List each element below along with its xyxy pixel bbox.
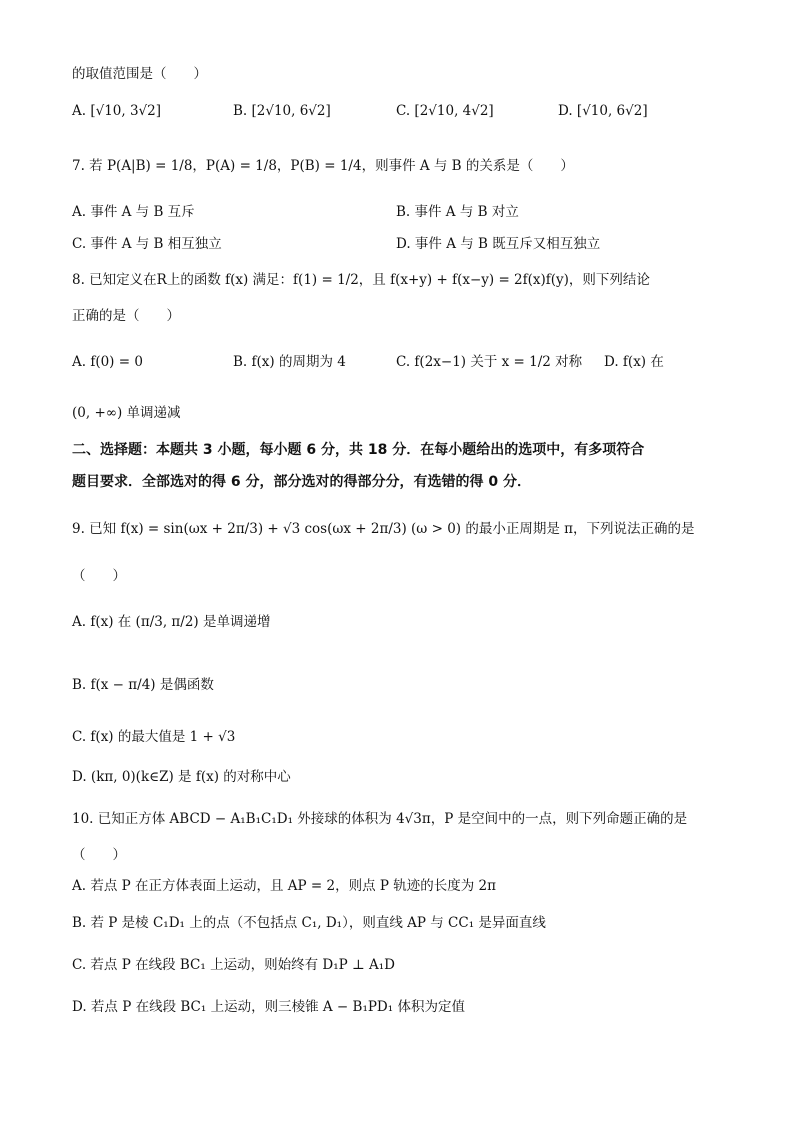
- q8-option-a: A. f(0) = 0: [72, 354, 143, 370]
- q8-stem: 8. 已知定义在R上的函数 f(x) 满足：f(1) = 1/2，且 f(x+y) + f(x−y) = 2f(x)f(y)，则下列结论: [72, 272, 650, 288]
- q9-stem: 9. 已知 f(x) = sin(ωx + 2π/3) + √3 cos(ωx + 2π/3) (ω > 0) 的最小正周期是 π，下列说法正确的是: [72, 521, 695, 537]
- q6-option-d: D. [√10, 6√2]: [558, 103, 648, 119]
- q6-option-b: B. [2√10, 6√2]: [233, 103, 331, 119]
- q9-option-a: A. f(x) 在 (π/3, π/2) 是单调递增: [72, 614, 271, 630]
- q10-option-a: A. 若点 P 在正方体表面上运动，且 AP = 2，则点 P 轨迹的长度为 2π: [72, 878, 497, 894]
- q7-option-b: B. 事件 A 与 B 对立: [396, 204, 519, 220]
- q10-answer-blank: （ ）: [72, 847, 126, 863]
- q9-answer-blank: （ ）: [72, 568, 126, 584]
- q9-option-d: D. (kπ, 0)(k∈Z) 是 f(x) 的对称中心: [72, 769, 291, 785]
- q7-option-d: D. 事件 A 与 B 既互斥又相互独立: [396, 236, 601, 252]
- q8-stem-continued: 正确的是（ ）: [72, 308, 180, 324]
- section-heading-continued: 题目要求．全部选对的得 6 分，部分选对的得部分分，有选错的得 0 分．: [72, 474, 531, 490]
- q7-option-c: C. 事件 A 与 B 相互独立: [72, 236, 222, 252]
- q6-option-a: A. [√10, 3√2]: [72, 103, 162, 119]
- q10-option-c: C. 若点 P 在线段 BC₁ 上运动，则始终有 D₁P ⊥ A₁D: [72, 957, 395, 973]
- q8-option-c: C. f(2x−1) 关于 x = 1/2 对称: [396, 354, 583, 370]
- q6-option-c: C. [2√10, 4√2]: [396, 103, 494, 119]
- q10-stem: 10. 已知正方体 ABCD − A₁B₁C₁D₁ 外接球的体积为 4√3π，P 是空间中的一点，则下列命题正确的是: [72, 811, 688, 827]
- q8-option-b: B. f(x) 的周期为 4: [233, 354, 346, 370]
- q10-option-b: B. 若 P 是棱 C₁D₁ 上的点（不包括点 C₁, D₁），则直线 AP 与 CC₁ 是异面直线: [72, 915, 546, 931]
- q7-option-a: A. 事件 A 与 B 互斥: [72, 204, 195, 220]
- q9-option-b: B. f(x − π/4) 是偶函数: [72, 677, 214, 693]
- q8-option-d-tail: (0, +∞) 单调递减: [72, 405, 181, 421]
- q8-option-d: D. f(x) 在: [604, 354, 664, 370]
- section-heading: 二、选择题：本题共 3 小题，每小题 6 分，共 18 分．在每小题给出的选项中，有多项符合: [72, 442, 645, 458]
- q7-stem: 7. 若 P(A|B) = 1/8，P(A) = 1/8，P(B) = 1/4，则事件 A 与 B 的关系是（ ）: [72, 158, 574, 174]
- q10-option-d: D. 若点 P 在线段 BC₁ 上运动，则三棱锥 A − B₁PD₁ 体积为定值: [72, 999, 465, 1015]
- q9-option-c: C. f(x) 的最大值是 1 + √3: [72, 729, 236, 745]
- q6-tail: 的取值范围是（ ）: [72, 66, 207, 82]
